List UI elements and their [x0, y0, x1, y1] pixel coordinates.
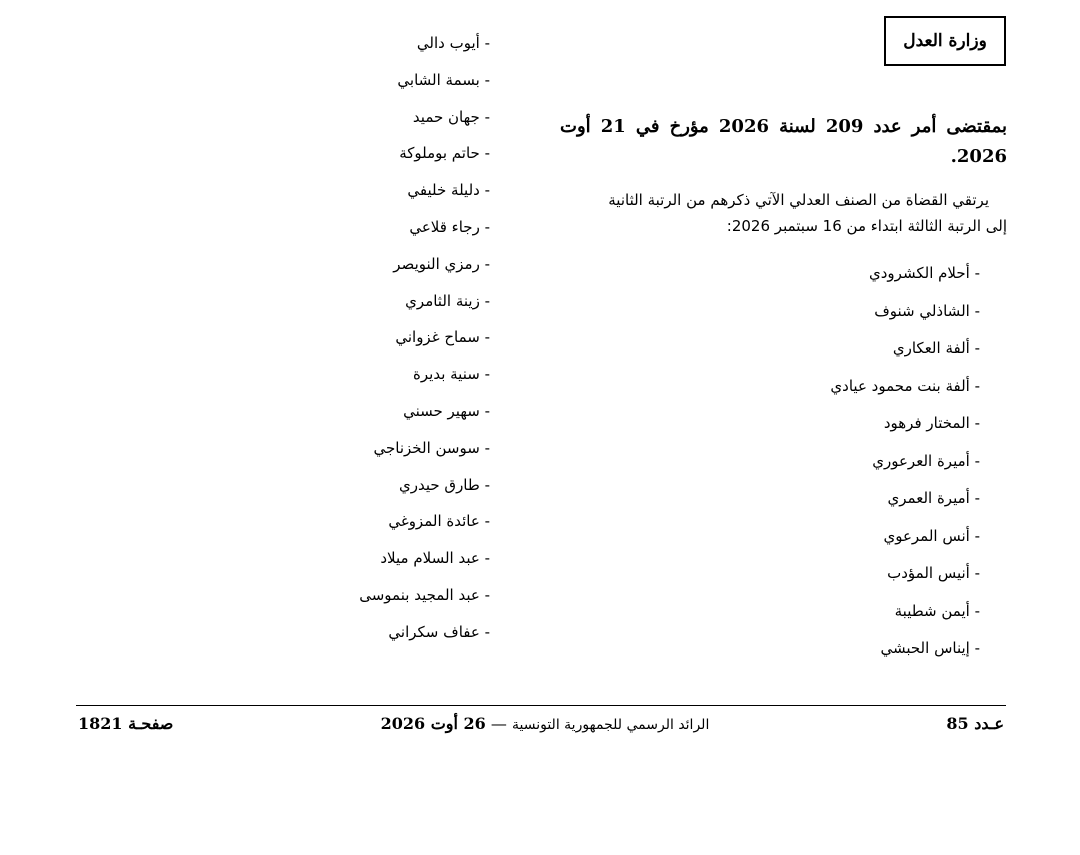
list-item: - ألفة العكاري	[892, 339, 980, 357]
list-item: - أنس المرعوي	[883, 526, 980, 545]
footer-date: 26 أوت 2026	[380, 714, 486, 733]
decree-body	[560, 187, 1007, 239]
list-item: - طارق حيدري	[399, 475, 490, 494]
list-item: - عفاف سكراني	[388, 622, 490, 641]
list-item: - أميرة العرعوري	[872, 451, 980, 470]
footer-separator: —	[485, 714, 512, 733]
list-item: - أيوب دالي	[416, 34, 490, 52]
list-item: - أميرة العمري	[887, 489, 980, 507]
list-item: - المختار فرهود	[883, 414, 980, 432]
promoted-judges-list-left	[359, 32, 490, 658]
ministry-title-box	[884, 16, 1006, 66]
promoted-judges-list-right	[830, 262, 980, 675]
list-item: - إيناس الحبشي	[880, 639, 980, 657]
list-item: - سوسن الخزناجي	[373, 438, 490, 457]
decree-body-line-1: يرتقي القضاة من الصنف العدلي الآتي ذكرهم من الرتبة الثانية	[608, 191, 989, 209]
footer-journal-date	[355, 714, 735, 733]
list-item: - جهان حميد	[412, 107, 490, 126]
list-item: - رجاء قلاعي	[409, 217, 490, 236]
list-item: - عبد السلام ميلاد	[380, 549, 490, 568]
list-item: - حاتم بوملوكة	[399, 144, 490, 163]
list-item: - دليلة خليفي	[407, 181, 490, 200]
list-item: - عبد المجيد بنموسى	[359, 585, 490, 604]
list-item: - سهير حسني	[403, 401, 490, 420]
footer-journal-name: الرائد الرسمي للجمهورية التونسية	[511, 717, 710, 733]
footer-divider	[76, 705, 1006, 706]
list-item: - سنية بديرة	[413, 365, 490, 384]
decree-heading: بمقتضى أمر عدد 209 لسنة 2026 مؤرخ في 21 أوت 2026.	[560, 116, 1007, 167]
list-item: - ألفة بنت محمود عيادي	[830, 376, 980, 395]
footer-issue-number: عـدد 85	[946, 714, 1004, 733]
list-item: - أنيس المؤدب	[887, 564, 980, 582]
list-item: - عائدة المزوغي	[388, 512, 490, 531]
list-item: - زينة الثامري	[405, 291, 490, 310]
list-item: - سماح غزواني	[395, 328, 490, 347]
list-item: - أحلام الكشرودي	[869, 264, 980, 282]
list-item: - بسمة الشابي	[397, 70, 490, 89]
list-item: - أيمن شطيبة	[894, 601, 980, 620]
footer-page-number: صفحـة 1821	[78, 714, 174, 733]
decree-body-line-2: إلى الرتبة الثالثة ابتداء من 16 سبتمبر 2026:	[726, 217, 1007, 235]
list-item: - الشاذلي شنوف	[874, 301, 980, 320]
ministry-title: وزارة العدل	[903, 31, 987, 51]
list-item: - رمزي النويصر	[393, 254, 490, 273]
